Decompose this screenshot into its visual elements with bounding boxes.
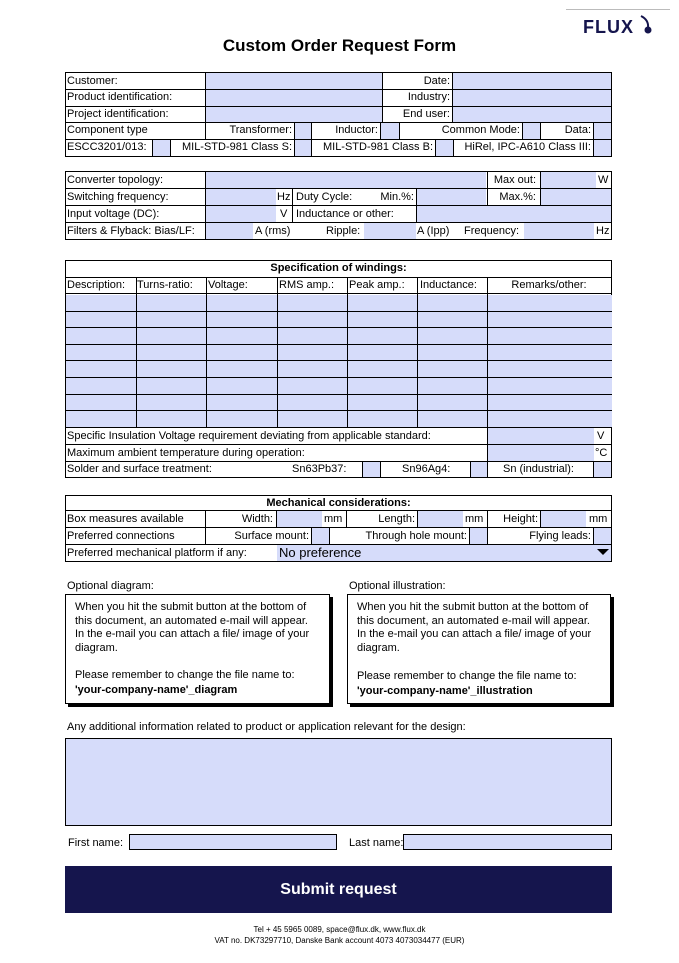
project-identification-input[interactable]: [206, 106, 382, 122]
freq-unit: Hz: [596, 225, 610, 237]
max-out-label: Max out:: [493, 174, 536, 186]
winding-cell[interactable]: [488, 345, 612, 361]
winding-cell[interactable]: [66, 411, 136, 427]
winding-cell[interactable]: [278, 328, 347, 344]
winding-cell[interactable]: [278, 312, 347, 328]
col-voltage: Voltage:: [208, 279, 248, 291]
winding-cell[interactable]: [278, 361, 347, 377]
insulation-label: Specific Insulation Voltage requirement deviating from applicable standard:: [67, 430, 431, 442]
winding-cell[interactable]: [418, 411, 487, 427]
box-measures-label: Box measures available: [67, 513, 184, 525]
end-user-input[interactable]: [453, 106, 611, 122]
frequency-label: Frequency:: [464, 225, 520, 237]
winding-cell[interactable]: [137, 378, 206, 394]
through-hole-checkbox[interactable]: [470, 528, 487, 544]
winding-cell[interactable]: [66, 378, 136, 394]
width-input[interactable]: [277, 511, 322, 527]
product-identification-label: Product identification:: [67, 91, 173, 103]
winding-cell[interactable]: [418, 328, 487, 344]
solder-label: Solder and surface treatment:: [67, 463, 212, 475]
common-mode-checkbox[interactable]: [523, 123, 540, 139]
platform-dropdown[interactable]: [277, 545, 611, 561]
max-temp-label: Maximum ambient temperature during operation:: [67, 447, 305, 459]
winding-cell[interactable]: [348, 411, 417, 427]
height-input[interactable]: [541, 511, 586, 527]
winding-cell[interactable]: [207, 395, 277, 411]
duty-min-input[interactable]: [417, 189, 486, 205]
duty-max-input[interactable]: [541, 189, 611, 205]
frequency-input[interactable]: [524, 223, 594, 239]
additional-info-textarea[interactable]: [65, 738, 612, 826]
winding-cell[interactable]: [207, 345, 277, 361]
submit-label: Submit request: [280, 881, 397, 898]
surface-mount-label: Surface mount:: [234, 530, 309, 542]
escc-checkbox[interactable]: [153, 140, 170, 156]
diagram-text: When you hit the submit button at the bottom of this document, an automated e-mail will appear. In the e-mail you can attach a file/ image of your diagram.: [75, 601, 310, 654]
bias-lf-input[interactable]: [206, 223, 253, 239]
winding-cell[interactable]: [418, 395, 487, 411]
sn-industrial-checkbox[interactable]: [594, 462, 611, 477]
additional-info-label: Any additional information related to product or application relevant for the design:: [67, 721, 466, 733]
mil-s-checkbox[interactable]: [295, 140, 311, 156]
preferred-connections-label: Preferred connections: [67, 530, 175, 542]
height-mm: mm: [589, 513, 608, 525]
length-input[interactable]: [418, 511, 463, 527]
customer-input[interactable]: [206, 73, 382, 89]
winding-col-line: [487, 277, 488, 427]
hirel-label: HiRel, IPC-A610 Class III:: [464, 141, 591, 153]
winding-cell[interactable]: [137, 328, 206, 344]
topology-input[interactable]: [206, 172, 486, 188]
winding-cell[interactable]: [418, 312, 487, 328]
winding-cell[interactable]: [488, 328, 612, 344]
winding-cell[interactable]: [137, 411, 206, 427]
max-out-input[interactable]: [541, 172, 596, 188]
project-identification-label: Project identification:: [67, 108, 169, 120]
winding-cell[interactable]: [66, 295, 136, 311]
winding-cell[interactable]: [207, 411, 277, 427]
winding-cell[interactable]: [488, 395, 612, 411]
date-input[interactable]: [453, 73, 611, 89]
winding-cell[interactable]: [207, 312, 277, 328]
winding-cell[interactable]: [66, 395, 136, 411]
diagram-reminder: Please remember to change the file name to:: [75, 669, 295, 681]
sn96-label: Sn96Ag4:: [402, 463, 451, 475]
temp-unit: °C: [595, 447, 608, 459]
winding-cell[interactable]: [66, 361, 136, 377]
col-description: Description:: [67, 279, 126, 291]
winding-cell[interactable]: [207, 361, 277, 377]
insulation-input[interactable]: [488, 428, 594, 444]
common-mode-label: Common Mode:: [441, 124, 520, 136]
platform-label: Preferred mechanical platform if any:: [67, 547, 247, 559]
switching-frequency-label: Switching frequency:: [67, 191, 169, 203]
mil-b-checkbox[interactable]: [436, 140, 453, 156]
winding-cell[interactable]: [488, 378, 612, 394]
v-unit: V: [280, 208, 288, 220]
width-label: Width:: [241, 513, 273, 525]
first-name-label: First name:: [68, 837, 124, 849]
illustration-reminder: Please remember to change the file name to:: [357, 670, 577, 682]
winding-cell[interactable]: [488, 411, 612, 427]
hirel-checkbox[interactable]: [594, 140, 611, 156]
winding-col-line: [417, 277, 418, 427]
height-label: Height:: [503, 513, 538, 525]
insulation-unit: V: [597, 430, 605, 442]
windings-title: Specification of windings:: [270, 262, 407, 274]
winding-cell[interactable]: [348, 328, 417, 344]
winding-cell[interactable]: [488, 295, 612, 311]
col-peak: Peak amp.:: [349, 279, 405, 291]
winding-col-line: [347, 277, 348, 427]
last-name-label: Last name:: [349, 837, 404, 849]
winding-col-line: [277, 277, 278, 427]
winding-cell[interactable]: [137, 361, 206, 377]
winding-cell[interactable]: [348, 295, 417, 311]
winding-cell[interactable]: [278, 395, 347, 411]
dropdown-arrow-icon: [597, 549, 609, 555]
winding-cell[interactable]: [348, 345, 417, 361]
winding-cell[interactable]: [66, 345, 136, 361]
illustration-box: [347, 594, 611, 704]
winding-cell[interactable]: [488, 312, 612, 328]
product-identification-input[interactable]: [206, 89, 382, 106]
winding-cell[interactable]: [137, 395, 206, 411]
page-title: Custom Order Request Form: [222, 36, 457, 55]
winding-cell[interactable]: [278, 295, 347, 311]
illustration-text: When you hit the submit button at the bottom of this document, an automated e-mail will appear. In the e-mail you can attach a file/ image of your diagram.: [357, 601, 592, 654]
col-inductance: Inductance:: [420, 279, 477, 291]
col-remarks: Remarks/other:: [511, 279, 587, 291]
winding-cell[interactable]: [137, 345, 206, 361]
winding-cell[interactable]: [418, 295, 487, 311]
through-hole-label: Through hole mount:: [365, 530, 467, 542]
topology-label: Converter topology:: [67, 174, 163, 186]
length-label: Length:: [378, 513, 415, 525]
winding-cell[interactable]: [348, 378, 417, 394]
winding-cell[interactable]: [348, 361, 417, 377]
footer-contact: Tel + 45 5965 0089, space@flux.dk, www.flux.dk: [253, 925, 426, 934]
winding-cell[interactable]: [137, 312, 206, 328]
winding-cell[interactable]: [348, 312, 417, 328]
mil-b-label: MIL-STD-981 Class B:: [322, 141, 433, 153]
a-ipp-unit: A (Ipp): [417, 225, 450, 237]
ripple-input[interactable]: [364, 223, 416, 239]
max-pct-label: Max.%:: [499, 191, 536, 203]
transformer-checkbox[interactable]: [295, 123, 311, 139]
component-type-label: Component type: [67, 124, 148, 136]
data-checkbox[interactable]: [594, 123, 611, 139]
sn96-checkbox[interactable]: [471, 462, 488, 477]
data-label: Data:: [564, 124, 591, 136]
winding-cell[interactable]: [207, 378, 277, 394]
winding-cell[interactable]: [207, 295, 277, 311]
illustration-filename: 'your-company-name'_illustration: [357, 685, 533, 697]
transformer-label: Transformer:: [229, 124, 292, 136]
winding-cell[interactable]: [278, 378, 347, 394]
inductance-other-input[interactable]: [417, 206, 611, 222]
submit-button[interactable]: [65, 866, 612, 913]
max-temp-input[interactable]: [488, 445, 594, 461]
switching-frequency-input[interactable]: [206, 189, 276, 205]
sn63-label: Sn63Pb37:: [292, 463, 347, 475]
customer-label: Customer:: [67, 75, 118, 87]
filters-label: Filters & Flyback: Bias/LF:: [67, 225, 195, 237]
diagram-filename: 'your-company-name'_diagram: [75, 684, 238, 696]
min-pct-label: Min.%:: [380, 191, 414, 203]
surface-mount-checkbox[interactable]: [312, 528, 329, 544]
winding-cell[interactable]: [66, 328, 136, 344]
flying-leads-label: Flying leads:: [529, 530, 591, 542]
industry-label: Industry:: [407, 91, 450, 103]
ripple-label: Ripple:: [326, 225, 361, 237]
winding-col-line: [136, 277, 137, 427]
first-name-input[interactable]: [129, 834, 337, 850]
mil-s-label: MIL-STD-981 Class S:: [181, 141, 292, 153]
col-rms: RMS amp.:: [279, 279, 335, 291]
input-voltage-input[interactable]: [206, 206, 276, 222]
col-turns-ratio: Turns-ratio:: [137, 279, 193, 291]
date-label: Date:: [423, 75, 450, 87]
winding-cell[interactable]: [66, 312, 136, 328]
duty-cycle-label: Duty Cycle:: [296, 191, 353, 203]
flying-leads-checkbox[interactable]: [594, 528, 611, 544]
winding-cell[interactable]: [418, 378, 487, 394]
logo-text: FLUX: [583, 17, 634, 37]
last-name-input[interactable]: [403, 834, 612, 850]
hz-unit: Hz: [277, 191, 291, 203]
end-user-label: End user:: [402, 108, 450, 120]
sn63-checkbox[interactable]: [363, 462, 380, 477]
logo-mark-icon: [639, 14, 653, 36]
diagram-box: [65, 594, 330, 704]
winding-cell[interactable]: [137, 295, 206, 311]
escc-label: ESCC3201/013:: [67, 141, 147, 153]
input-voltage-label: Input voltage (DC):: [67, 208, 160, 220]
inductor-label: Inductor:: [335, 124, 378, 136]
winding-cell[interactable]: [278, 345, 347, 361]
illustration-label: Optional illustration:: [349, 580, 446, 592]
a-rms-unit: A (rms): [255, 225, 291, 237]
winding-cell[interactable]: [488, 361, 612, 377]
length-mm: mm: [465, 513, 484, 525]
winding-cell[interactable]: [207, 328, 277, 344]
diagram-label: Optional diagram:: [67, 580, 154, 592]
inductance-other-label: Inductance or other:: [296, 208, 394, 220]
industry-input[interactable]: [453, 89, 611, 106]
sn-industrial-label: Sn (industrial):: [503, 463, 574, 475]
width-mm: mm: [324, 513, 343, 525]
winding-cell[interactable]: [418, 361, 487, 377]
footer-bank: VAT no. DK73297710, Danske Bank account 4073 4073034477 (EUR): [214, 936, 465, 945]
winding-cell[interactable]: [348, 395, 417, 411]
winding-col-line: [206, 277, 207, 427]
max-out-unit: W: [598, 174, 609, 186]
winding-cell[interactable]: [278, 411, 347, 427]
inductor-checkbox[interactable]: [381, 123, 399, 139]
platform-value: No preference: [279, 545, 362, 560]
winding-cell[interactable]: [418, 345, 487, 361]
top-rule: [566, 9, 670, 10]
mechanical-title: Mechanical considerations:: [266, 497, 411, 509]
